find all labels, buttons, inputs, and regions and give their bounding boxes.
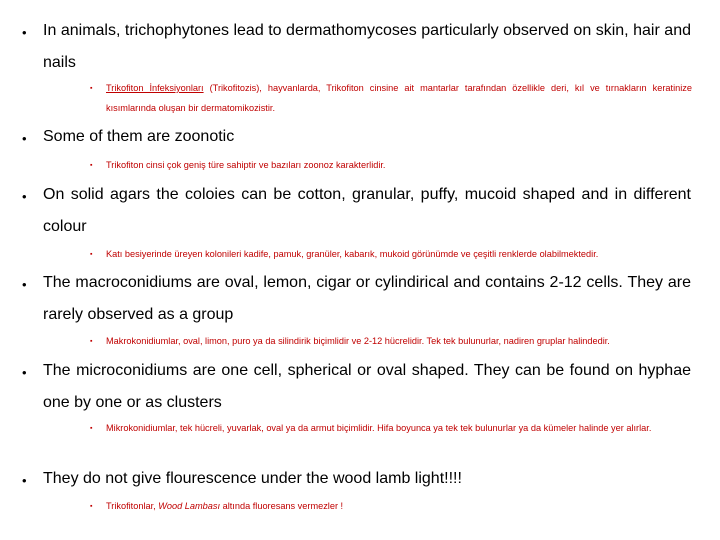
sub-bullet-text: Trikofiton cinsi çok geniş türe sahiptir ve bazıları zoonoz karakterlidir. — [106, 160, 386, 170]
sub-emphasis-text: Wood Lambası — [158, 501, 221, 511]
sub-text: (Trikofitozis), hayvanlarda, Trikofiton cinsine ait mantarlar tarafından özellikle deri, kıl ve tırnakların keratinize kısımlarında oluşan bir dermatomikozistir. — [106, 83, 692, 113]
sub-bullet-icon: ▪ — [90, 338, 93, 345]
bullet-icon: • — [22, 473, 27, 488]
sub-bullet-text — [106, 496, 692, 516]
bullet-text: Some of them are zoonotic — [43, 128, 235, 145]
sub-bullet-text — [106, 78, 692, 118]
sub-link-text: Trikofiton İnfeksiyonları — [106, 83, 204, 93]
bullet-text: On solid agars the coloies can be cotton, granular, puffy, mucoid shaped and in different colour — [43, 186, 691, 235]
sub-text: altında fluoresans vermezler ! — [220, 501, 344, 511]
bullet-icon: • — [22, 277, 27, 292]
bullet-text: In animals, trichophytones lead to dermathomycoses particularly observed on skin, hair and nails — [43, 22, 691, 71]
sub-bullet-text: Makrokonidiumlar, oval, limon, puro ya da silindirik biçimlidir ve 2-12 hücrelidir. Tek tek bulunurlar, nadiren gruplar halindedir. — [106, 336, 610, 346]
bullet-icon: • — [22, 189, 27, 204]
bullet-text: They do not give flourescence under the wood lamb light!!!! — [43, 470, 462, 487]
bullet-text: The microconidiums are one cell, spherical or oval shaped. They can be found on hyphae one by one or as clusters — [43, 362, 691, 411]
sub-bullet-icon: ▪ — [90, 425, 93, 432]
sub-bullet-icon: ▪ — [90, 162, 93, 169]
sub-text: Trikofitonlar, — [106, 501, 159, 511]
bullet-icon: • — [22, 131, 27, 146]
sub-bullet-text: Mikrokonidiumlar, tek hücreli, yuvarlak, oval ya da armut biçimlidir. Hifa boyunca ya tek tek bulunurlar ya da kümeler halinde yer alırlar. — [106, 423, 652, 433]
sub-bullet-icon: ▪ — [90, 503, 93, 510]
bullet-icon: • — [22, 25, 27, 40]
sub-bullet-icon: ▪ — [90, 85, 93, 92]
sub-bullet-text: Katı besiyerinde üreyen kolonileri kadife, pamuk, granüler, kabarık, mukoid görünümde ve çeşitli renklerde olabilmektedir. — [106, 249, 599, 259]
bullet-icon: • — [22, 365, 27, 380]
bullet-text: The macroconidiums are oval, lemon, cigar or cylindirical and contains 2-12 cells. They are rarely observed as a group — [43, 274, 691, 323]
sub-bullet-icon: ▪ — [90, 251, 93, 258]
